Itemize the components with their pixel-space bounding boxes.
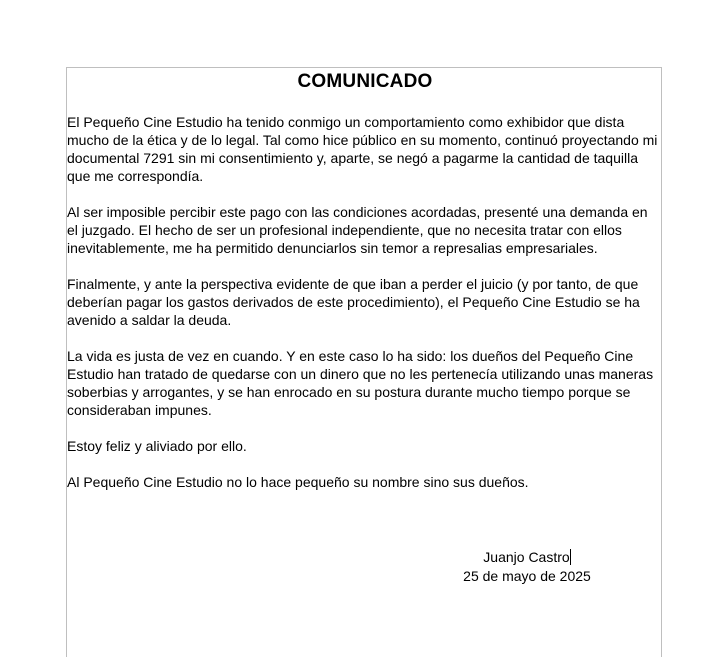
- paragraph: Finalmente, y ante la perspectiva evidente de que iban a perder el juicio (y por tanto, de que deberían pagar los gastos derivados de este procedimiento), el Pequeño Cine Estudio se ha avenido a saldar la deuda.: [67, 276, 640, 328]
- document-page[interactable]: [66, 67, 662, 657]
- document-title: COMUNICADO: [297, 71, 433, 92]
- document-body[interactable]: [67, 113, 661, 509]
- signature-name-line: [447, 548, 607, 567]
- paragraph: La vida es justa de vez en cuando. Y en este caso lo ha sido: los dueños del Pequeño Cine Estudio han tratado de quedarse con un dinero que no les pertenecía utilizando unas maneras soberbias y arrogantes, y se han enrocado en su postura durante mucho tiempo porque se consideraban impunes.: [67, 348, 654, 418]
- signature-block: [447, 548, 607, 586]
- paragraph: Estoy feliz y aliviado por ello.: [67, 438, 247, 454]
- paragraph: Al ser imposible percibir este pago con las condiciones acordadas, presenté una demanda en el juzgado. El hecho de ser un profesional independiente, que no necesita tratar con ellos inevitablemente, me ha permitido denunciarlos sin temor a represalias empresariales.: [67, 204, 648, 256]
- signature-date: 25 de mayo de 2025: [463, 568, 591, 584]
- signature-name: Juanjo Castro: [483, 549, 570, 565]
- paragraph: Al Pequeño Cine Estudio no lo hace pequeño su nombre sino sus dueños.: [67, 474, 529, 490]
- text-cursor: [570, 549, 571, 565]
- paragraph: El Pequeño Cine Estudio ha tenido conmigo un comportamiento como exhibidor que dista mucho de la ética y de lo legal. Tal como hice público en su momento, continuó proyectando mi documental 7291 sin mi consentimiento y, aparte, se negó a pagarme la cantidad de taquilla que me correspondía.: [67, 114, 658, 184]
